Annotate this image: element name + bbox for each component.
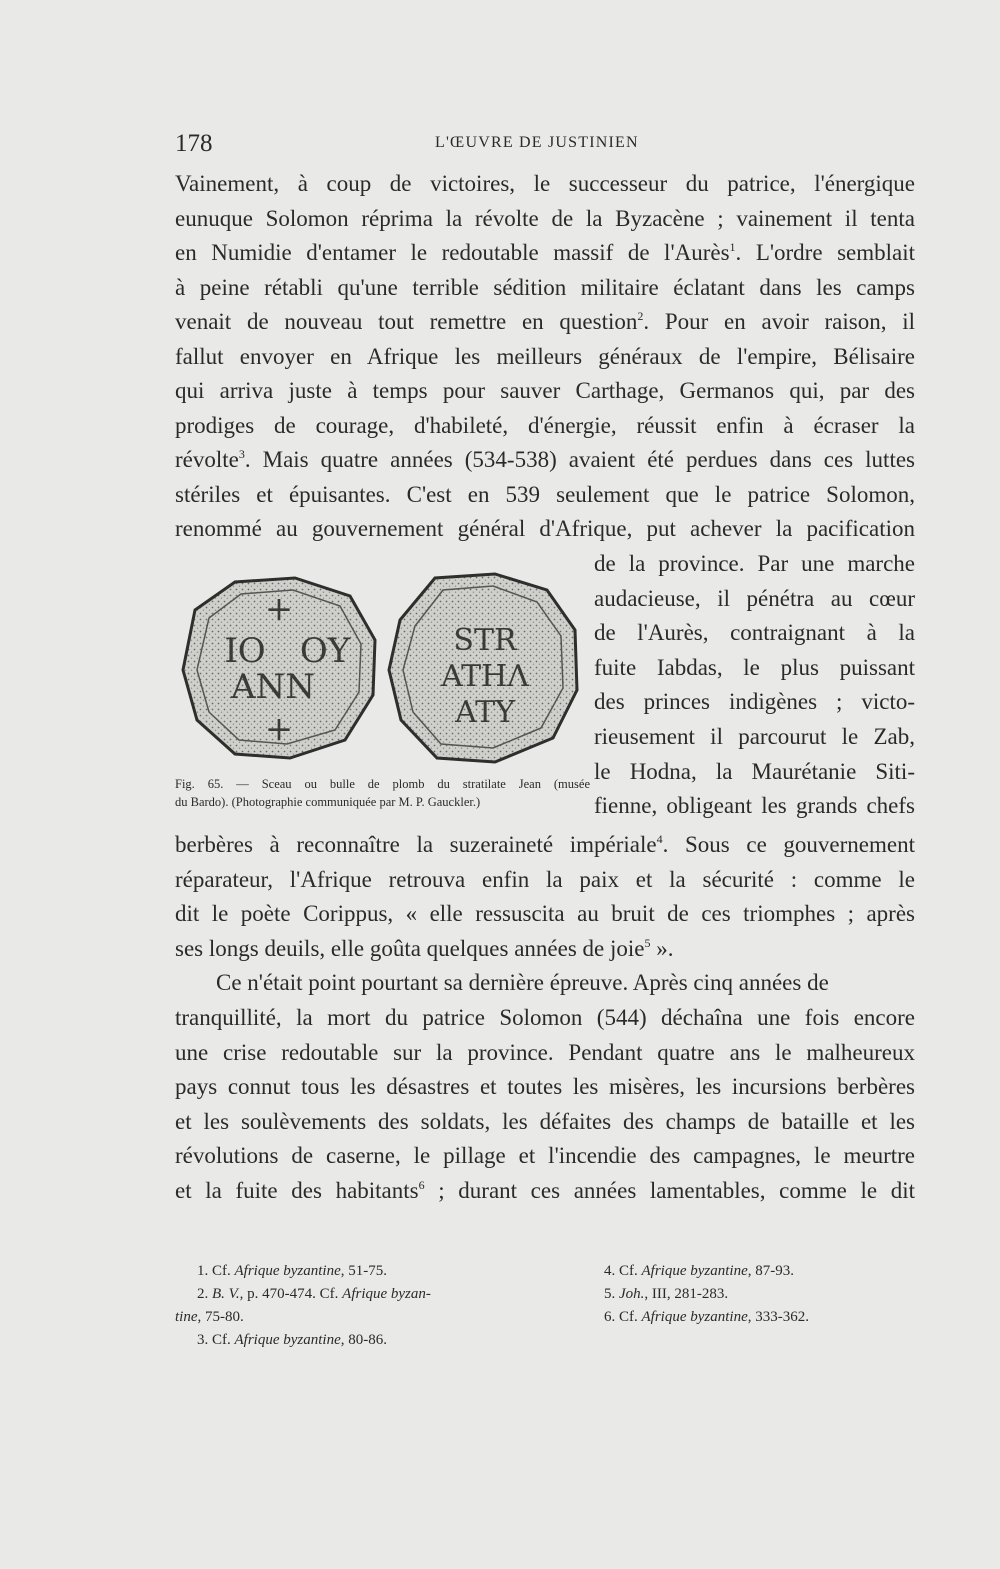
figure-caption bbox=[175, 775, 590, 811]
text-line: fienne, obligeant les grands chefs bbox=[594, 793, 915, 819]
footnote-text: Cf. bbox=[212, 1332, 235, 1348]
footnote-number: 2. bbox=[197, 1286, 212, 1302]
line-text: ses longs deuils, elle goûta quelques années de joie bbox=[175, 935, 645, 961]
footnote-text: Afrique byzantine bbox=[234, 1332, 341, 1348]
line-text: venait de nouveau tout remettre en question bbox=[175, 309, 638, 334]
reverse-legend-line: ATY bbox=[455, 695, 515, 730]
text-line bbox=[175, 829, 915, 861]
line-text: réparateur, l'Afrique retrouva enfin la paix et la sécurité : comme le bbox=[175, 866, 915, 892]
footnote-text: Cf. bbox=[212, 1263, 235, 1279]
footnote-number: 5. bbox=[604, 1286, 619, 1302]
text-line bbox=[175, 237, 915, 269]
text-line bbox=[216, 967, 915, 999]
text-line bbox=[175, 1140, 915, 1172]
text-line: le Hodna, la Maurétanie Siti- bbox=[594, 758, 915, 784]
text-line bbox=[175, 306, 915, 338]
seal-illustration bbox=[175, 570, 587, 770]
footnote-text: tine bbox=[175, 1309, 198, 1325]
line-text: en Numidie d'entamer le redoutable massif de l'Aurès bbox=[175, 240, 730, 265]
footnote-text: Cf. bbox=[619, 1309, 642, 1325]
footnote-text: , p. 470-474. Cf. bbox=[239, 1286, 343, 1302]
footnote-text: Afrique byzantine bbox=[234, 1263, 341, 1279]
footnotes-right bbox=[582, 1260, 912, 1329]
line-text: une crise redoutable sur la province. Pendant quatre ans le malheureux bbox=[175, 1039, 915, 1065]
page-header bbox=[175, 130, 915, 164]
footnote bbox=[175, 1260, 535, 1283]
line-text: . L'ordre semblait bbox=[735, 240, 915, 265]
line-text: et la fuite des habitants bbox=[175, 1178, 419, 1203]
text-line bbox=[175, 1002, 915, 1034]
text-line bbox=[175, 479, 915, 511]
line-text: . Sous ce gouvernement bbox=[662, 832, 915, 857]
footnote-text: Cf. bbox=[619, 1263, 642, 1279]
footnote-text: , 87-93. bbox=[747, 1263, 794, 1279]
text-line: rieusement il parcourut le Zab, bbox=[594, 724, 915, 749]
footnote-marker[interactable]: 2 bbox=[637, 309, 644, 323]
text-line bbox=[175, 898, 915, 930]
line-text: . Mais quatre années (534-538) avaient été perdues dans ces luttes bbox=[244, 447, 915, 472]
text-line bbox=[175, 1175, 915, 1207]
footnotes-left bbox=[175, 1260, 535, 1352]
line-text: . Pour en avoir raison, il bbox=[643, 309, 916, 334]
footnote-text: , 51-75. bbox=[340, 1263, 387, 1279]
text-line bbox=[175, 341, 915, 373]
line-text: Ce n'était point pourtant sa dernière épreuve. Après cinq années de bbox=[216, 970, 829, 996]
line-text: dit le poète Corippus, « elle ressuscita au bruit de ces triomphes ; après bbox=[175, 901, 915, 927]
footnote bbox=[175, 1329, 535, 1352]
line-text: ». bbox=[650, 935, 674, 961]
text-line bbox=[175, 1037, 915, 1069]
text-line bbox=[175, 272, 915, 304]
footnote-marker[interactable]: 6 bbox=[418, 1178, 425, 1192]
footnote bbox=[582, 1283, 912, 1306]
footnote-text: Afrique byzan- bbox=[342, 1286, 431, 1302]
line-text: pays connut tous les désastres et toutes les misères, les incursions berbères bbox=[175, 1074, 915, 1100]
line-text: et les soulèvements des soldats, les défaites des champs de bataille et les bbox=[175, 1108, 915, 1134]
line-text: prodiges de courage, d'habileté, d'énergie, réussit enfin à écraser la bbox=[175, 412, 915, 438]
footnote bbox=[582, 1306, 912, 1329]
text-line bbox=[175, 864, 915, 896]
footnote-text: Joh. bbox=[619, 1286, 645, 1302]
text-line: des princes indigènes ; victo- bbox=[594, 689, 915, 715]
line-text: eunuque Solomon réprima la révolte de la Byzacène ; vainement il tenta bbox=[175, 205, 915, 231]
line-text: révolutions de caserne, le pillage et l'incendie des campagnes, le meurtre bbox=[175, 1143, 915, 1169]
text-line bbox=[175, 1071, 915, 1103]
reverse-legend-line: STR bbox=[453, 623, 517, 658]
seal-figure bbox=[175, 570, 587, 770]
text-line bbox=[175, 410, 915, 442]
footnote bbox=[175, 1283, 535, 1306]
caption-line: Fig. 65. — Sceau ou bulle de plomb du stratilate Jean (musée bbox=[175, 777, 590, 791]
obverse-legend-line: ANN bbox=[230, 667, 316, 707]
footnote-number: 4. bbox=[604, 1263, 619, 1279]
caption-line: du Bardo). (Photographie communiquée par M. P. Gauckler.) bbox=[175, 795, 481, 809]
text-line bbox=[175, 375, 915, 407]
obverse-legend-line: IO bbox=[224, 631, 266, 671]
footnote-marker[interactable]: 4 bbox=[656, 832, 663, 846]
line-text: qui arriva juste à temps pour sauver Carthage, Germanos qui, par des bbox=[175, 378, 915, 403]
running-title: L'ŒUVRE DE JUSTINIEN bbox=[435, 134, 639, 151]
text-line: fuite Iabdas, le plus puissant bbox=[594, 654, 915, 680]
footnote-text: , III, 281-283. bbox=[644, 1286, 729, 1302]
seal-obverse bbox=[183, 578, 375, 758]
text-line bbox=[175, 444, 915, 476]
text-line bbox=[175, 933, 915, 965]
page-number: 178 bbox=[175, 130, 213, 157]
footnote-text: Afrique byzantine bbox=[641, 1309, 748, 1325]
line-text: stériles et épuisantes. C'est en 539 seulement que le patrice Solomon, bbox=[175, 481, 915, 507]
text-line: de la province. Par une marche bbox=[594, 551, 915, 576]
footnote-marker[interactable]: 5 bbox=[644, 935, 651, 950]
line-text: tranquillité, la mort du patrice Solomon (544) déchaîna une fois encore bbox=[175, 1005, 915, 1030]
footnote-text: B. V. bbox=[212, 1286, 240, 1302]
footnote-text: , 80-86. bbox=[340, 1332, 387, 1348]
footnote bbox=[175, 1306, 535, 1329]
line-text: révolte bbox=[175, 447, 239, 472]
line-text: ; durant ces années lamentables, comme le dit bbox=[424, 1178, 915, 1203]
seal-reverse bbox=[389, 574, 577, 762]
line-text: renommé au gouvernement général d'Afrique, put achever la pacification bbox=[175, 516, 915, 541]
text-line: audacieuse, il pénétra au cœur bbox=[594, 585, 915, 611]
text-line bbox=[175, 203, 915, 235]
line-text: berbères à reconnaître la suzeraineté impériale bbox=[175, 832, 657, 857]
line-text: Vainement, à coup de victoires, le successeur du patrice, l'énergique bbox=[175, 171, 915, 196]
obverse-legend-line: + bbox=[264, 709, 294, 749]
footnote bbox=[582, 1260, 912, 1283]
line-text: fallut envoyer en Afrique les meilleurs généraux de l'empire, Bélisaire bbox=[175, 343, 915, 369]
footnote-text: , 333-362. bbox=[747, 1309, 809, 1325]
footnote-number: 3. bbox=[197, 1332, 212, 1348]
footnote-marker[interactable]: 3 bbox=[238, 447, 245, 461]
footnote-number: 6. bbox=[604, 1309, 619, 1325]
text-line: de l'Aurès, contraignant à la bbox=[594, 620, 915, 646]
text-line bbox=[175, 168, 915, 200]
line-text: à peine rétabli qu'une terrible sédition militaire éclatant dans les camps bbox=[175, 274, 915, 300]
text-line bbox=[175, 513, 915, 545]
footnote-text: , 75-80. bbox=[197, 1309, 244, 1325]
text-line bbox=[175, 1106, 915, 1138]
reverse-legend-line: ATHΛ bbox=[441, 659, 529, 694]
obverse-legend-line: OY bbox=[299, 631, 351, 671]
obverse-legend-line: + bbox=[264, 589, 294, 629]
footnote-text: Afrique byzantine bbox=[641, 1263, 748, 1279]
footnote-marker[interactable]: 1 bbox=[729, 240, 736, 254]
footnote-number: 1. bbox=[197, 1263, 212, 1279]
